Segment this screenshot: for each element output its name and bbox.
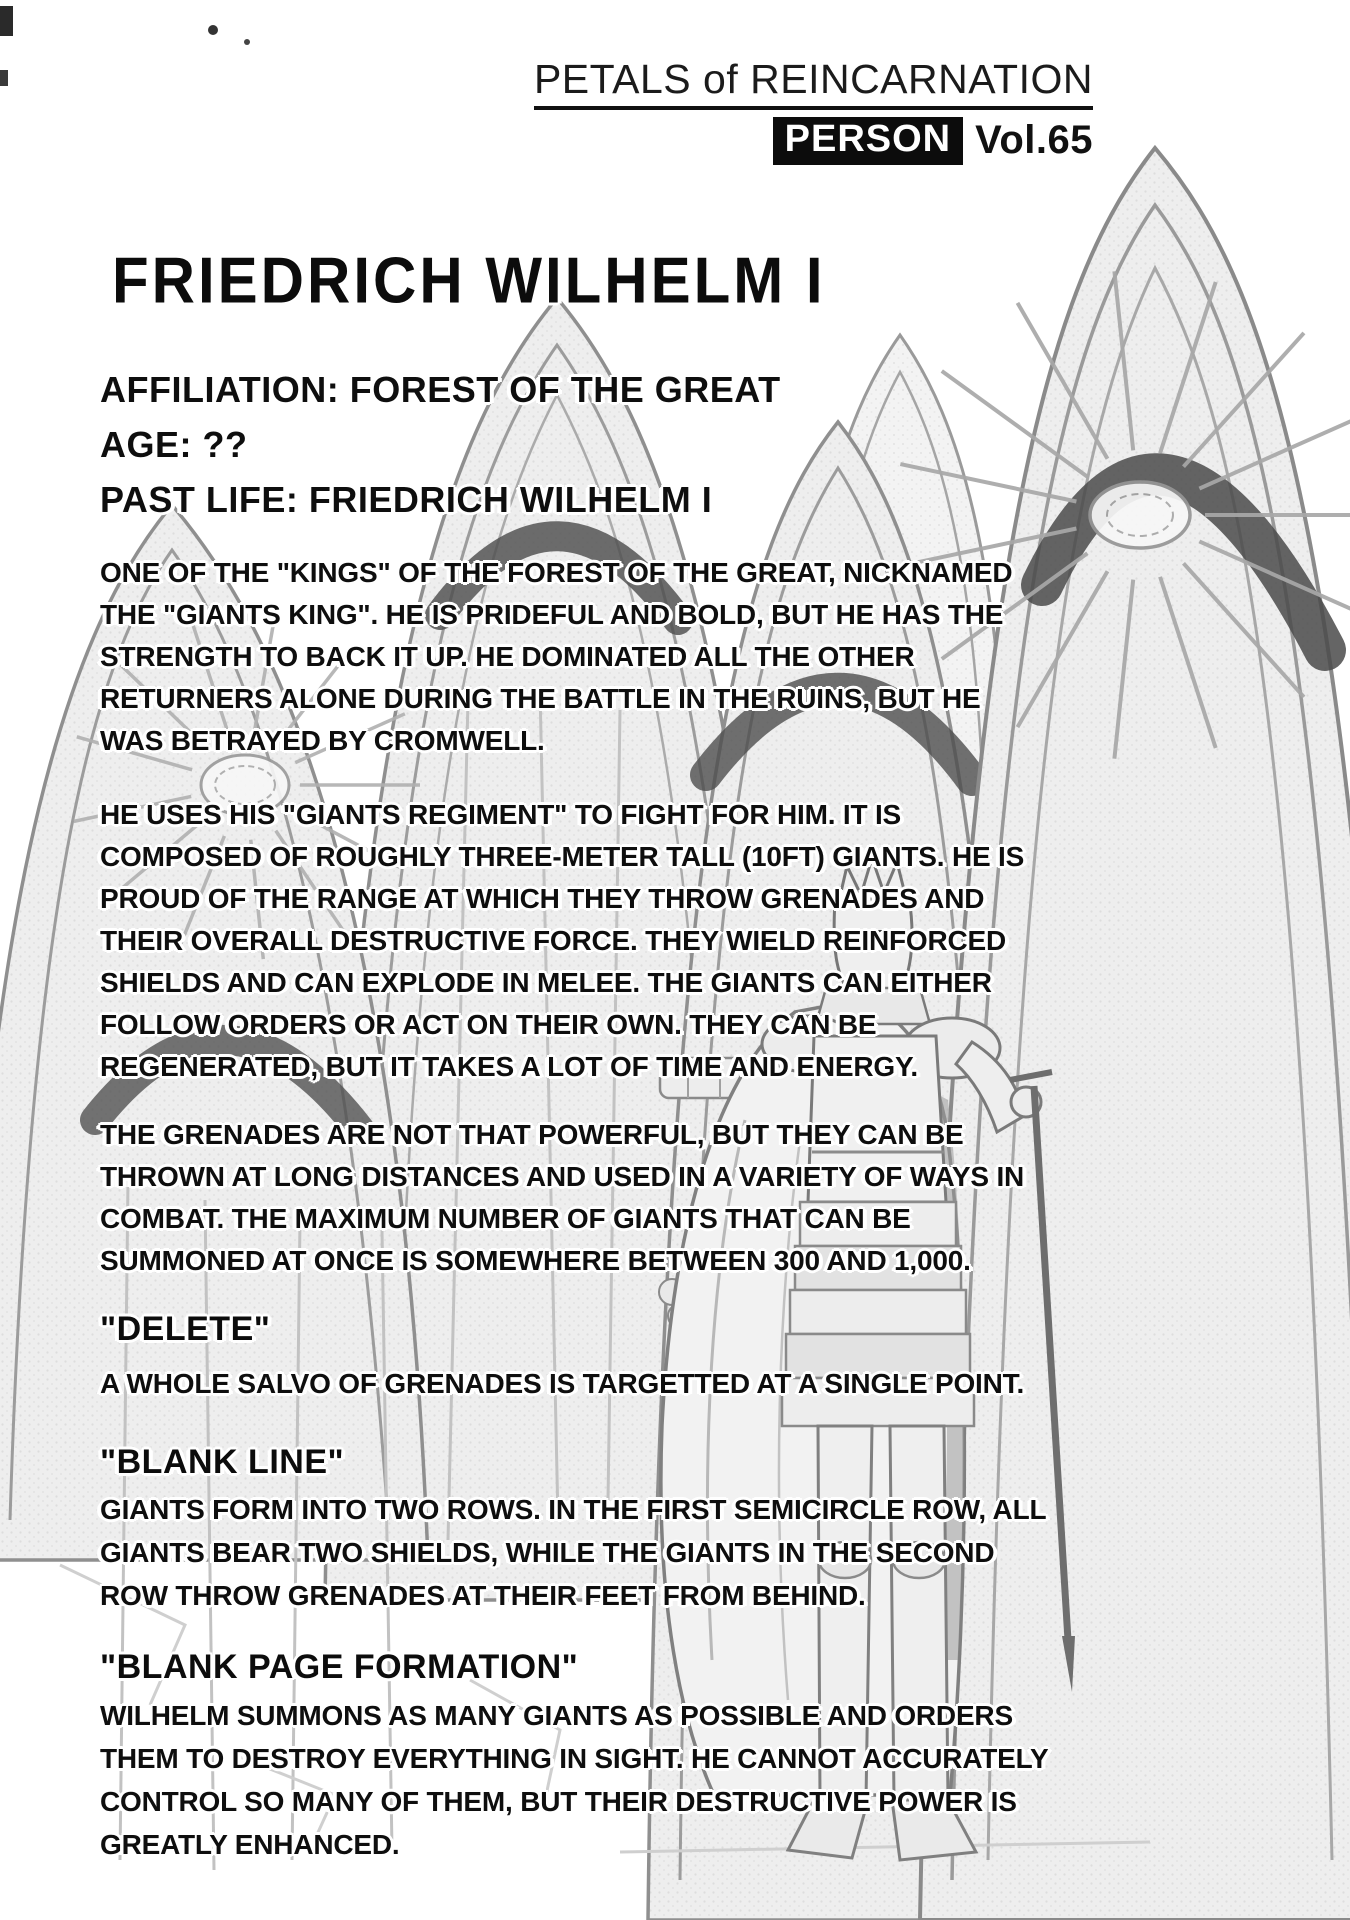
ability-desc-delete: A WHOLE SALVO OF GRENADES IS TARGETTED AT A SINGLE POINT.: [100, 1368, 1025, 1399]
bio-paragraph-1: ONE OF THE "KINGS" OF THE FOREST OF THE GREAT, NICKNAMED THE "GIANTS KING". HE IS PRIDEFUL AND BOLD, BUT HE HAS THE STRENGTH TO BACK IT UP. HE DOMINATED ALL THE OTHER RETURNERS ALONE DURING THE BATTLE IN THE RUINS, BUT HE WAS BETRAYED BY CROMWELL.: [100, 557, 1013, 756]
age-line: AGE: ??: [100, 424, 248, 465]
character-name: FRIEDRICH WILHELM I: [112, 244, 826, 317]
volume-label: Vol.65: [975, 118, 1093, 163]
ability-desc-blank-line: GIANTS FORM INTO TWO ROWS. IN THE FIRST SEMICIRCLE ROW, ALL GIANTS BEAR TWO SHIELDS, WHILE THE GIANTS IN THE SECOND ROW THROW GRENADES AT THEIR FEET FROM BEHIND.: [100, 1494, 1046, 1611]
series-title: PETALS of REINCARNATION: [534, 58, 1093, 110]
bio-paragraph-2: HE USES HIS "GIANTS REGIMENT" TO FIGHT FOR HIM. IT IS COMPOSED OF ROUGHLY THREE-METER TALL (10FT) GIANTS. HE IS PROUD OF THE RANGE AT WHICH THEY THROW GRENADES AND THEIR OVERALL DESTRUCTIVE FORCE. THEY WIELD REINFORCED SHIELDS AND CAN EXPLODE IN MELEE. THE GIANTS CAN EITHER FOLLOW ORDERS OR ACT ON THEIR OWN. THEY CAN BE REGENERATED, BUT IT TAKES A LOT OF TIME AND ENERGY.: [100, 799, 1025, 1082]
person-badge: PERSON: [773, 117, 963, 165]
ability-name-delete: "DELETE": [100, 1310, 271, 1348]
ability-name-blank-page-formation: "BLANK PAGE FORMATION": [100, 1648, 579, 1686]
corner-ink-specks: [0, 6, 250, 86]
affiliation-line: AFFILIATION: FOREST OF THE GREAT: [100, 369, 781, 410]
ability-name-blank-line: "BLANK LINE": [100, 1443, 345, 1481]
profile-info: [100, 362, 781, 527]
bio-paragraph-3: THE GRENADES ARE NOT THAT POWERFUL, BUT THEY CAN BE THROWN AT LONG DISTANCES AND USED IN A VARIETY OF WAYS IN COMBAT. THE MAXIMUM NUMBER OF GIANTS THAT CAN BE SUMMONED AT ONCE IS SOMEWHERE BETWEEN 300 AND 1,000.: [100, 1119, 1025, 1276]
person-volume-row: [773, 117, 1093, 165]
page-header: [534, 58, 1093, 165]
ability-desc-blank-page-formation: WILHELM SUMMONS AS MANY GIANTS AS POSSIBLE AND ORDERS THEM TO DESTROY EVERYTHING IN SIGHT. HE CANNOT ACCURATELY CONTROL SO MANY OF THEM, BUT THEIR DESTRUCTIVE POWER IS GREATLY ENHANCED.: [100, 1700, 1048, 1860]
past-life-line: PAST LIFE: FRIEDRICH WILHELM I: [100, 479, 713, 520]
